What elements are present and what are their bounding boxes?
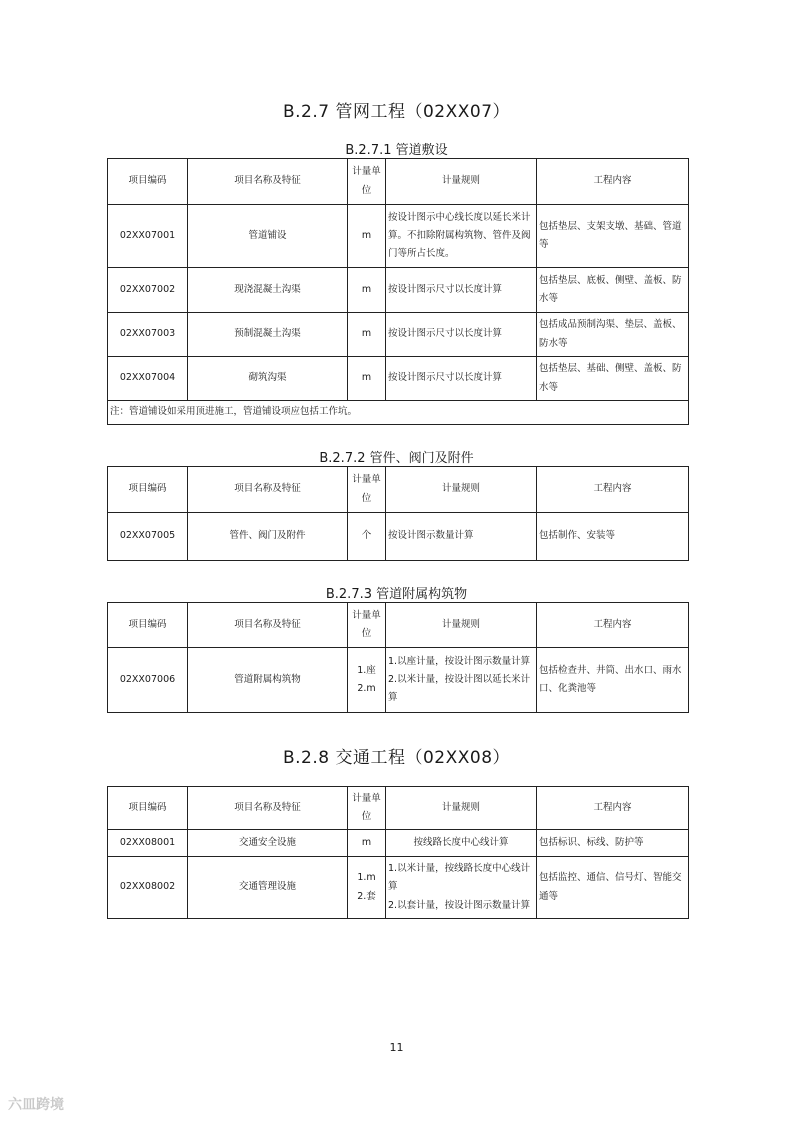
section-title-b27: B.2.7 管网工程（02XX07） bbox=[282, 102, 511, 122]
col-header-content: 工程内容 bbox=[537, 603, 689, 648]
table-header-row bbox=[108, 467, 689, 513]
item-rule: 按设计图示尺寸以长度计算 bbox=[386, 313, 537, 357]
item-rule bbox=[386, 857, 537, 919]
table-header-row bbox=[108, 159, 689, 205]
col-header-content: 工程内容 bbox=[537, 787, 689, 830]
item-rule-line: 1.以座计量，按设计图示数量计算 bbox=[388, 655, 531, 667]
item-content: 包括监控、通信、信号灯、智能交通等 bbox=[537, 857, 689, 919]
item-rule-line: 2.以套计量，按设计图示数量计算 bbox=[388, 899, 531, 911]
item-unit: m bbox=[348, 205, 386, 268]
subsection-title-b272: B.2.7.2 管件、阀门及附件 bbox=[319, 451, 474, 466]
item-rule-line: 1.以米计量，按线路长度中心线计算 bbox=[388, 863, 531, 893]
item-content: 包括垫层、支架支墩、基础、管道等 bbox=[537, 205, 689, 268]
section-title-b28: B.2.8 交通工程（02XX08） bbox=[282, 748, 511, 768]
item-name: 预制混凝土沟渠 bbox=[188, 313, 348, 357]
item-name: 现浇混凝土沟渠 bbox=[188, 268, 348, 313]
table-b28 bbox=[107, 786, 689, 919]
item-content: 包括垫层、底板、侧壁、盖板、防水等 bbox=[537, 268, 689, 313]
item-content: 包括制作、安装等 bbox=[537, 513, 689, 561]
table-b272 bbox=[107, 466, 689, 561]
col-header-code: 项目编码 bbox=[108, 159, 188, 205]
subsection-title-b271: B.2.7.1 管道敷设 bbox=[345, 143, 448, 158]
item-code: 02XX08001 bbox=[108, 830, 188, 857]
col-header-name: 项目名称及特征 bbox=[188, 787, 348, 830]
item-content: 包括检查井、井筒、出水口、雨水口、化粪池等 bbox=[537, 648, 689, 713]
item-name: 管道铺设 bbox=[188, 205, 348, 268]
table-header-row bbox=[108, 603, 689, 648]
table-row bbox=[108, 648, 689, 713]
item-name: 交通管理设施 bbox=[188, 857, 348, 919]
item-unit: m bbox=[348, 313, 386, 357]
table-b273 bbox=[107, 602, 689, 713]
page-number: 11 bbox=[389, 1041, 404, 1054]
table-note-row bbox=[108, 401, 689, 425]
col-header-unit: 计量单位 bbox=[348, 603, 386, 648]
item-rule: 按设计图示尺寸以长度计算 bbox=[386, 268, 537, 313]
item-code: 02XX07004 bbox=[108, 357, 188, 401]
item-code: 02XX08002 bbox=[108, 857, 188, 919]
col-header-rule: 计量规则 bbox=[386, 159, 537, 205]
item-rule: 按设计图示数量计算 bbox=[386, 513, 537, 561]
item-name: 管件、阀门及附件 bbox=[188, 513, 348, 561]
col-header-code: 项目编码 bbox=[108, 603, 188, 648]
table-row bbox=[108, 205, 689, 268]
subsection-title-b273: B.2.7.3 管道附属构筑物 bbox=[325, 587, 468, 602]
table-row bbox=[108, 830, 689, 857]
item-unit bbox=[348, 857, 386, 919]
item-name: 砌筑沟渠 bbox=[188, 357, 348, 401]
item-code: 02XX07006 bbox=[108, 648, 188, 713]
col-header-name: 项目名称及特征 bbox=[188, 159, 348, 205]
item-content: 包括垫层、基础、侧壁、盖板、防水等 bbox=[537, 357, 689, 401]
col-header-unit: 计量单位 bbox=[348, 787, 386, 830]
watermark-logo: 六皿跨境 bbox=[8, 1097, 64, 1113]
item-unit: 个 bbox=[348, 513, 386, 561]
item-content: 包括成品预制沟渠、垫层、盖板、防水等 bbox=[537, 313, 689, 357]
table-row bbox=[108, 313, 689, 357]
item-code: 02XX07003 bbox=[108, 313, 188, 357]
table-b271 bbox=[107, 158, 689, 425]
item-unit-line: 1.座 bbox=[357, 664, 376, 676]
item-unit-line: 2.套 bbox=[357, 890, 376, 902]
table-row bbox=[108, 513, 689, 561]
table-note: 注：管道铺设如采用顶进施工，管道铺设项应包括工作坑。 bbox=[108, 401, 689, 425]
table-row bbox=[108, 857, 689, 919]
item-name: 管道附属构筑物 bbox=[188, 648, 348, 713]
item-unit-line: 1.m bbox=[357, 872, 376, 884]
item-name: 交通安全设施 bbox=[188, 830, 348, 857]
item-unit: m bbox=[348, 357, 386, 401]
col-header-unit: 计量单位 bbox=[348, 467, 386, 513]
item-unit-line: 2.m bbox=[357, 683, 376, 694]
table-header-row bbox=[108, 787, 689, 830]
col-header-content: 工程内容 bbox=[537, 159, 689, 205]
item-rule-line: 2.以米计量，按设计图以延长米计算 bbox=[388, 673, 531, 704]
col-header-code: 项目编码 bbox=[108, 787, 188, 830]
col-header-rule: 计量规则 bbox=[386, 467, 537, 513]
item-unit bbox=[348, 648, 386, 713]
item-code: 02XX07005 bbox=[108, 513, 188, 561]
item-rule bbox=[386, 648, 537, 713]
item-unit: m bbox=[348, 830, 386, 857]
table-row bbox=[108, 357, 689, 401]
col-header-code: 项目编码 bbox=[108, 467, 188, 513]
col-header-content: 工程内容 bbox=[537, 467, 689, 513]
col-header-unit: 计量单位 bbox=[348, 159, 386, 205]
table-row bbox=[108, 268, 689, 313]
col-header-name: 项目名称及特征 bbox=[188, 603, 348, 648]
col-header-name: 项目名称及特征 bbox=[188, 467, 348, 513]
item-unit: m bbox=[348, 268, 386, 313]
col-header-rule: 计量规则 bbox=[386, 787, 537, 830]
item-rule: 按设计图示尺寸以长度计算 bbox=[386, 357, 537, 401]
item-code: 02XX07001 bbox=[108, 205, 188, 268]
item-rule: 按设计图示中心线长度以延长米计算。不扣除附属构筑物、管件及阀门等所占长度。 bbox=[386, 205, 537, 268]
item-content: 包括标识、标线、防护等 bbox=[537, 830, 689, 857]
col-header-rule: 计量规则 bbox=[386, 603, 537, 648]
item-code: 02XX07002 bbox=[108, 268, 188, 313]
item-rule: 按线路长度中心线计算 bbox=[386, 830, 537, 857]
